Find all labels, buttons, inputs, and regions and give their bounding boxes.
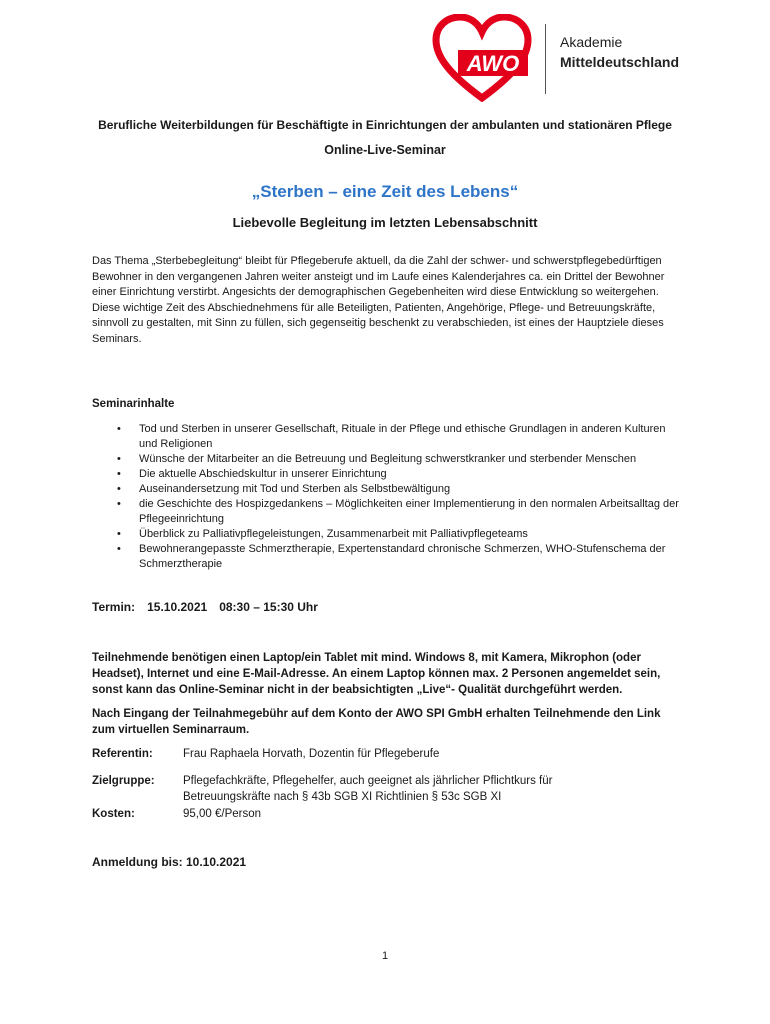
intro-text <box>92 254 672 347</box>
seminar-subtitle: Liebevolle Begleitung im letzten Lebensabschnitt <box>232 215 538 230</box>
awo-logo <box>432 14 692 104</box>
list-item: • Auseinandersetzung mit Tod und Sterben als Selbstbewältigung <box>117 483 451 495</box>
kosten-value: 95,00 €/Person <box>183 808 262 820</box>
termin-label: Termin: <box>92 600 136 614</box>
referentin-label: Referentin: <box>92 748 153 760</box>
zielgruppe-label: Zielgruppe: <box>92 775 155 787</box>
referentin-value: Frau Raphaela Horvath, Dozentin für Pflegeberufe <box>183 748 440 760</box>
logo-brand-text: AWO <box>466 51 520 76</box>
page-number: 1 <box>381 950 389 962</box>
intro-paragraph-2: Diese wichtige Zeit des Abschiednehmens für alle Beteiligten, Patienten, Angehörige, Pflege- und Betreuungskräfte, sinnvoll zu gestalten, mit Sinn zu füllen, sich gegenseitig beschenkt zu verabschieden, ist eines der Hauptziele dieses Seminars. <box>92 301 664 345</box>
bullet-icon: • <box>117 528 121 540</box>
bullet-icon: • <box>117 453 121 465</box>
bullet-icon: • <box>117 483 121 495</box>
list-item: • Die aktuelle Abschiedskultur in unserer Einrichtung <box>117 468 387 480</box>
content-list <box>92 422 682 572</box>
seminar-title: „Sterben – eine Zeit des Lebens“ <box>251 182 519 201</box>
link-note: Nach Eingang der Teilnahmegebühr auf dem Konto der AWO SPI GmbH erhalten Teilnehmende den Link zum virtuellen Seminarraum. <box>92 708 661 736</box>
logo-line-1: Akademie <box>560 34 623 50</box>
seminar-format: Online-Live-Seminar <box>324 143 446 157</box>
list-item: • Überblick zu Palliativpflegeleistungen, Zusammenarbeit mit Palliativpflegeteams <box>117 528 528 540</box>
termin-time: 08:30 – 15:30 Uhr <box>219 600 318 614</box>
list-item: • Tod und Sterben in unserer Gesellschaft, Rituale in der Pflege und ethische Grundlagen in anderen Kulturen und Religionen <box>117 423 666 450</box>
bullet-icon: • <box>117 498 121 510</box>
intro-paragraph-1: Das Thema „Sterbebegleitung“ bleibt für Pflegeberufe aktuell, da die Zahl der schwer- und schwerstpflegebedürftigen Bewohner in den vergangenen Jahren weiter ansteigt und im Laufe eines Kalenderjahres ca. ein Drittel der Bewohner einer Einrichtung verstirbt. Angesichts der demographischen Gegebenheiten wird diese Entwicklung so weitergehen. <box>92 255 665 298</box>
zielgruppe-value: Pflegefachkräfte, Pflegehelfer, auch geeignet als jährlicher Pflichtkurs für Betreuungskräfte nach § 43b SGB XI Richtlinien § 53c SGB XI <box>183 775 553 803</box>
termin-date: 15.10.2021 <box>147 600 208 614</box>
seminar-date <box>92 600 318 614</box>
list-item: • Bewohnerangepasste Schmerztherapie, Expertenstandard chronische Schmerzen, WHO-Stufenschema der Schmerztherapie <box>117 543 666 570</box>
bullet-icon: • <box>117 468 121 480</box>
kosten-label: Kosten: <box>92 808 135 820</box>
technical-requirements: Teilnehmende benötigen einen Laptop/ein Tablet mit mind. Windows 8, mit Kamera, Mikrophon (oder Headset), Internet und eine E-Mail-Adresse. An einem Laptop können max. 2 Personen angemeldet sein, sonst kann das Online-Seminar nicht in der beabsichtigten „Live“- Qualität durchgeführt werden. <box>92 652 661 696</box>
document-category: Berufliche Weiterbildungen für Beschäftigte in Einrichtungen der ambulanten und stationären Pflege <box>98 118 672 132</box>
list-item: • die Geschichte des Hospizgedankens – Möglichkeiten einer Implementierung in den normalen Arbeitsalltag der Pflegeeinrichtung <box>117 498 679 525</box>
registration-deadline: Anmeldung bis: 10.10.2021 <box>92 855 247 869</box>
awo-heart-logo-icon <box>432 14 532 102</box>
bullet-icon: • <box>117 423 121 435</box>
bullet-icon: • <box>117 543 121 555</box>
list-item: • Wünsche der Mitarbeiter an die Betreuung und Begleitung schwerstkranker und sterbender Menschen <box>117 453 637 465</box>
logo-divider <box>545 24 546 94</box>
logo-line-2: Mitteldeutschland <box>560 54 680 70</box>
content-heading: Seminarinhalte <box>92 398 175 410</box>
